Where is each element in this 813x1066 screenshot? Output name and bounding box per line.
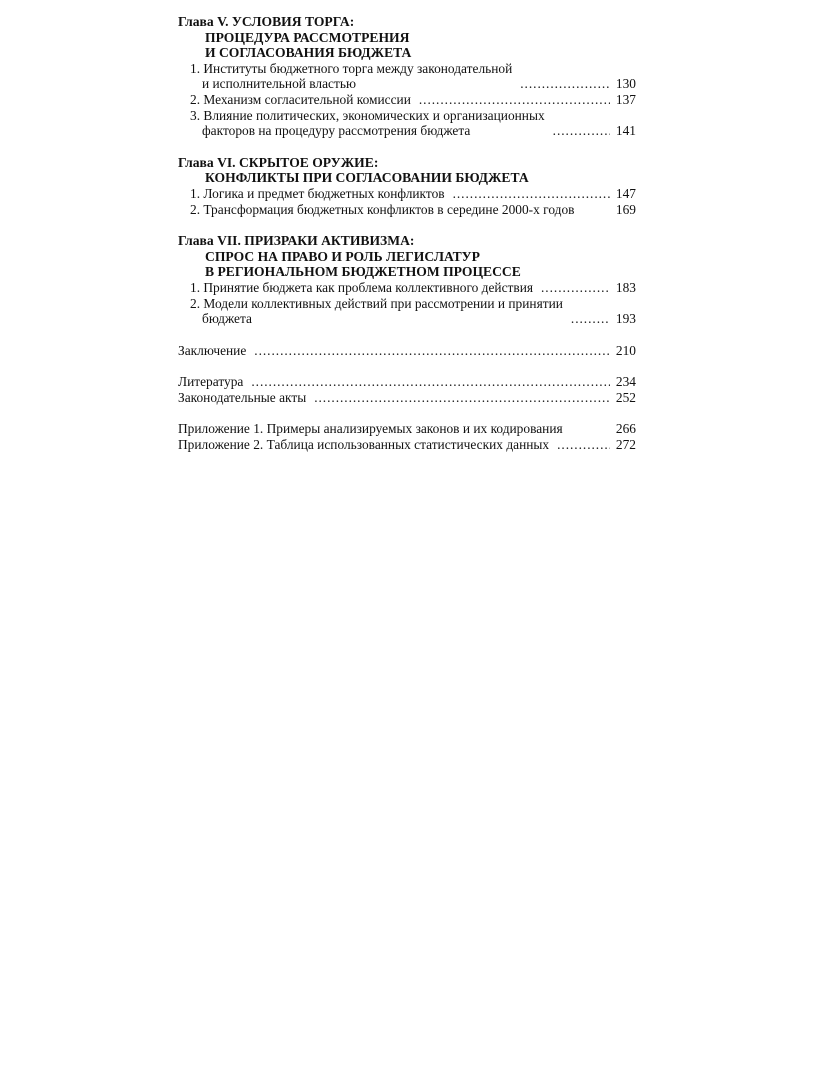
toc-entry-text: Литература <box>178 374 244 390</box>
references-section <box>178 374 636 405</box>
chapter-heading <box>178 14 636 61</box>
page-number: 147 <box>615 185 636 201</box>
table-of-contents <box>178 14 636 469</box>
toc-entry-text: 2. Трансформация бюджетных конфликтов в середине 2000-х годов <box>190 201 575 217</box>
toc-entry-text: 1. Принятие бюджета как проблема коллективного действия <box>190 279 534 295</box>
page-number: 252 <box>615 389 636 405</box>
page-number: 234 <box>615 374 636 390</box>
toc-entry-literature[interactable] <box>178 374 636 390</box>
chapter-subtitle-line: ПРОЦЕДУРА РАССМОТРЕНИЯ <box>205 29 410 45</box>
toc-entry[interactable] <box>178 202 636 218</box>
chapter-title: Глава VI. СКРЫТОЕ ОРУЖИЕ: <box>178 154 379 170</box>
toc-entry-appendix-2[interactable] <box>178 437 636 453</box>
toc-entry-acts[interactable] <box>178 390 636 406</box>
page-number: 272 <box>615 437 636 453</box>
leader-dots <box>520 76 610 92</box>
toc-entry-text: Заключение <box>178 342 247 358</box>
toc-entry[interactable] <box>178 92 636 108</box>
chapter-title: Глава V. УСЛОВИЯ ТОРГА: <box>178 14 355 29</box>
chapter-subtitle-line: КОНФЛИКТЫ ПРИ СОГЛАСОВАНИИ БЮДЖЕТА <box>205 170 529 186</box>
toc-entry-text: Приложение 1. Примеры анализируемых законов и их кодирования <box>178 421 563 437</box>
page-number: 169 <box>615 201 636 217</box>
toc-entry-text: 2. Модели коллективных действий при рассмотрении и принятии <box>190 295 563 311</box>
chapter-subtitle-line: В РЕГИОНАЛЬНОМ БЮДЖЕТНОМ ПРОЦЕССЕ <box>205 264 521 280</box>
toc-entry-text: 2. Механизм согласительной комиссии <box>190 91 411 107</box>
chapter-title: Глава VII. ПРИЗРАКИ АКТИВИЗМА: <box>178 233 415 249</box>
leader-dots <box>419 92 610 108</box>
leader-dots <box>541 280 610 296</box>
chapter-heading <box>178 233 636 280</box>
chapter-6 <box>178 155 636 217</box>
toc-entry[interactable] <box>178 61 636 92</box>
chapter-heading <box>178 155 636 186</box>
toc-entry[interactable] <box>178 280 636 296</box>
leader-dots <box>251 374 610 390</box>
leader-dots <box>553 123 610 139</box>
page-number: 130 <box>615 76 636 92</box>
leader-dots <box>453 186 610 202</box>
toc-entry-text: 1. Логика и предмет бюджетных конфликтов <box>190 185 445 201</box>
page-number: 183 <box>615 279 636 295</box>
chapter-5 <box>178 14 636 139</box>
page-number: 266 <box>615 421 636 437</box>
page-number: 193 <box>615 311 636 327</box>
appendices-section <box>178 421 636 452</box>
toc-entry-text: Законодательные акты <box>178 389 307 405</box>
page-number: 137 <box>615 91 636 107</box>
leader-dots <box>557 437 610 453</box>
chapter-7 <box>178 233 636 327</box>
page-number: 210 <box>615 342 636 358</box>
toc-entry-text: бюджета <box>202 311 252 327</box>
toc-entry-text: Приложение 2. Таблица использованных статистических данных <box>178 437 550 453</box>
page-number: 141 <box>615 123 636 139</box>
toc-entry-text: и исполнительной властью <box>202 76 356 92</box>
toc-entry[interactable] <box>178 108 636 139</box>
toc-entry-text: 3. Влияние политических, экономических и организационных <box>190 107 545 123</box>
toc-entry-appendix-1[interactable] <box>178 421 636 437</box>
toc-entry-text: 1. Институты бюджетного торга между законодательной <box>190 60 513 76</box>
chapter-subtitle-line: И СОГЛАСОВАНИЯ БЮДЖЕТА <box>205 45 412 61</box>
leader-dots <box>254 343 610 359</box>
toc-entry-text: факторов на процедуру рассмотрения бюджета <box>202 123 471 139</box>
chapter-subtitle-line: СПРОС НА ПРАВО И РОЛЬ ЛЕГИСЛАТУР <box>205 248 480 264</box>
toc-entry[interactable] <box>178 186 636 202</box>
leader-dots <box>571 311 610 327</box>
toc-entry[interactable] <box>178 296 636 327</box>
toc-entry-conclusion[interactable] <box>178 343 636 359</box>
leader-dots <box>314 390 610 406</box>
conclusion-section <box>178 343 636 359</box>
